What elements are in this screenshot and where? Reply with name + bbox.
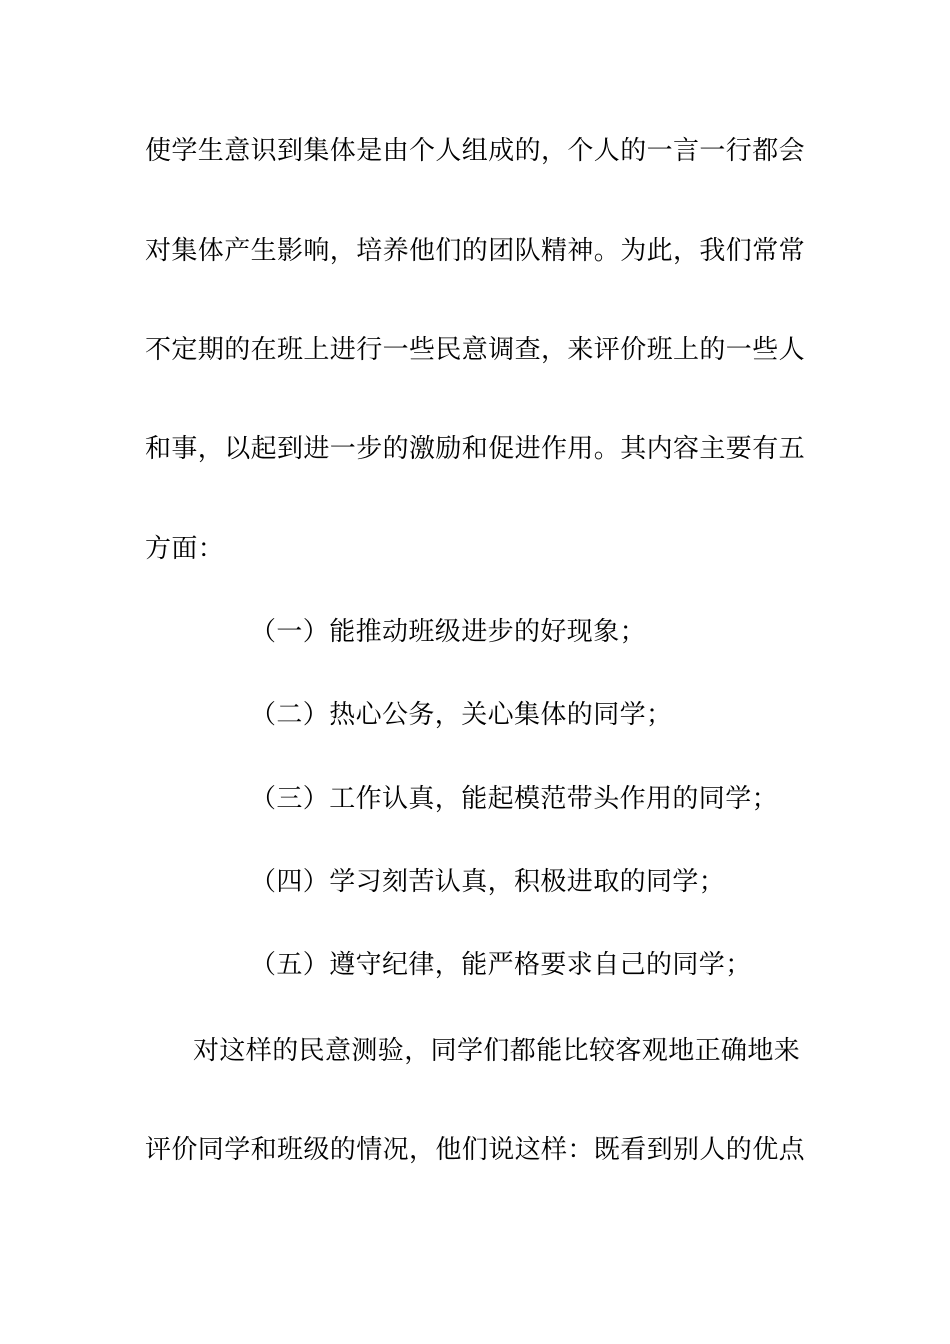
- paragraph-1-line-3: 不定期的在班上进行一些民意调查，来评价班上的一些人: [145, 335, 806, 365]
- list-item-3: （三）工作认真，能起模范带头作用的同学；: [250, 784, 779, 814]
- paragraph-1-line-1: 使学生意识到集体是由个人组成的，个人的一言一行都会: [145, 136, 806, 166]
- list-item-2: （二）热心公务，关心集体的同学；: [250, 700, 673, 730]
- paragraph-1-line-4: 和事，以起到进一步的激励和促进作用。其内容主要有五: [145, 434, 806, 464]
- paragraph-2-line-2: 评价同学和班级的情况，他们说这样：既看到别人的优点: [145, 1135, 806, 1165]
- paragraph-1-line-5: 方面：: [145, 534, 225, 564]
- paragraph-1-line-2: 对集体产生影响，培养他们的团队精神。为此，我们常常: [145, 236, 806, 266]
- list-item-1: （一）能推动班级进步的好现象；: [250, 617, 647, 647]
- list-item-4: （四）学习刻苦认真，积极进取的同学；: [250, 867, 726, 897]
- paragraph-2-line-1: 对这样的民意测验，同学们都能比较客观地正确地来: [193, 1036, 801, 1066]
- list-item-5: （五）遵守纪律，能严格要求自己的同学；: [250, 950, 752, 980]
